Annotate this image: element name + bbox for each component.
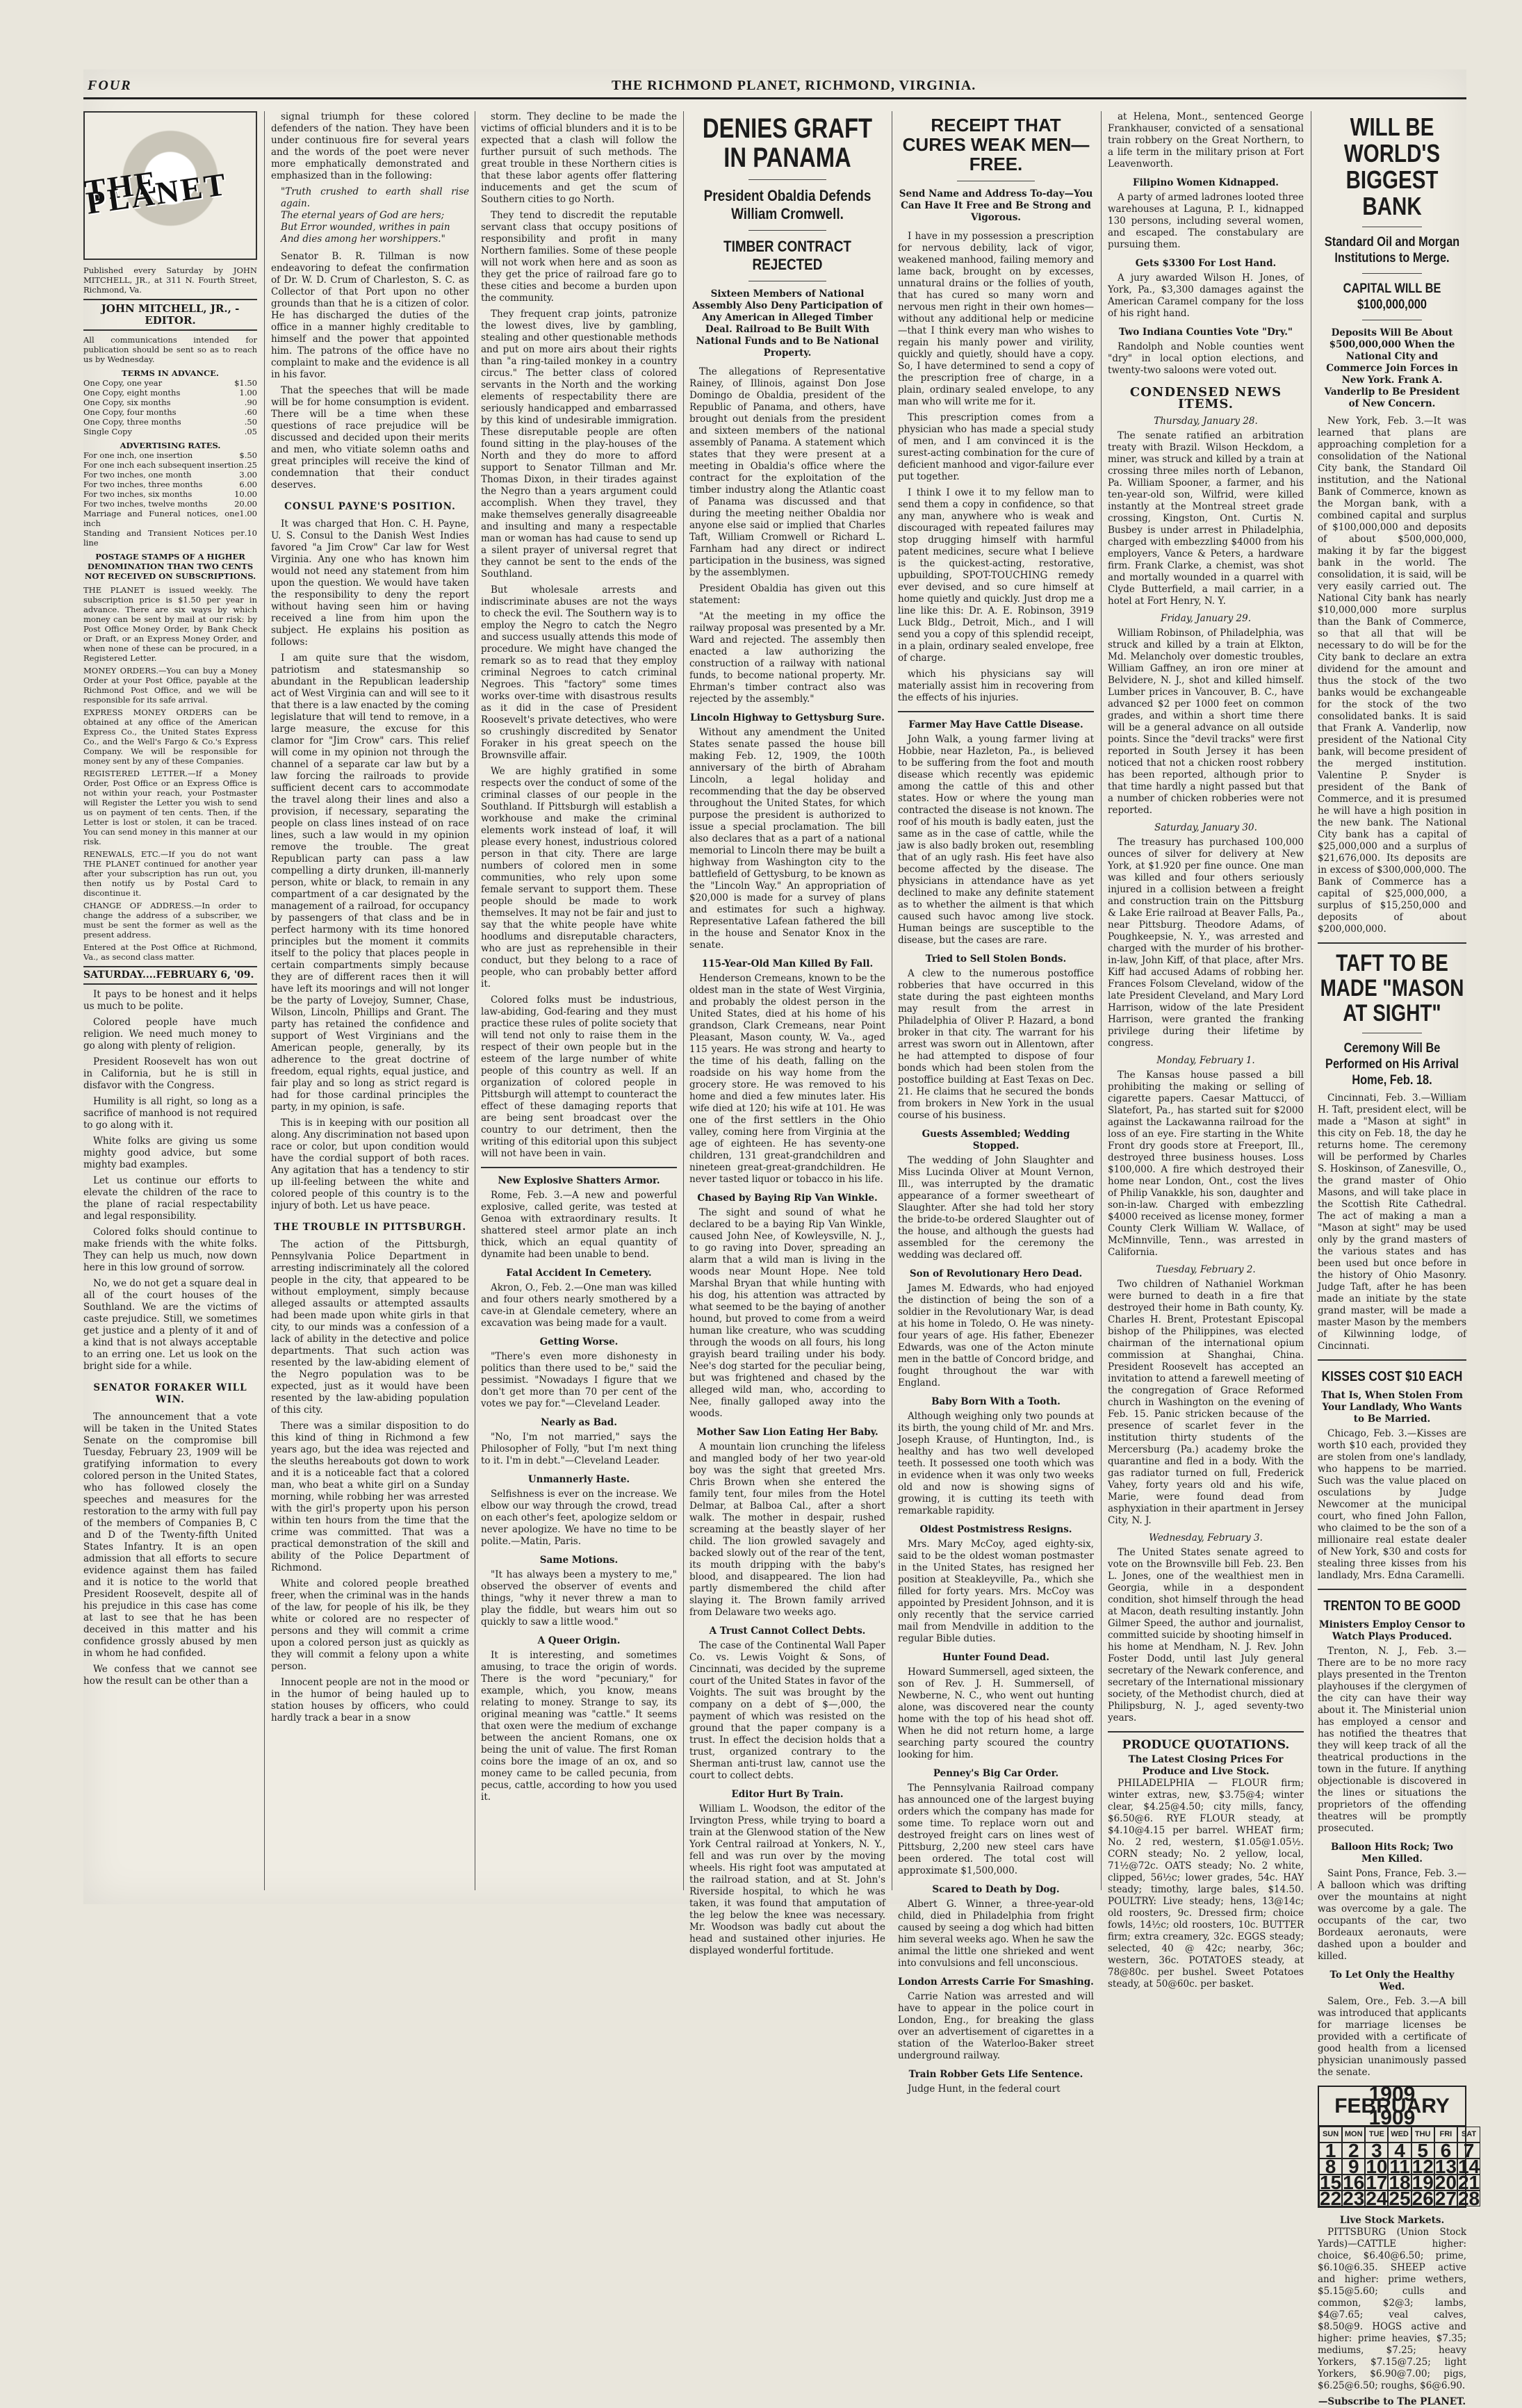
rate-row [83,398,257,407]
rate-price: .50 [244,417,257,427]
rate-label: One Copy, eight months [83,388,181,398]
rate-label: One Copy, one year [83,378,163,388]
rate-price: .05 [244,427,257,436]
pittsburgh-article [271,1239,469,1724]
paragraph: It pays to be honest and it helps us much to be polite. [83,989,257,1012]
paragraph: This is in keeping with our position all along. Any discrimination not based upon race or color, but upon condition would have the cordial support of both races. Any agitation that has a tendency to stir up ill-feeling between the white and colored people of this country is to the injury of both. Let us have peace. [271,1117,469,1211]
item-text: The wedding of John Slaughter and Miss Lucinda Oliver at Mount Vernon, Ill., was interrupted by the dramatic appearance of a former sweetheart of Slaughter. After she had told her story the bride-to-be ordered Slaughter out of the house, and although the guests had assembled for the ceremony the wedding was declared off. [898,1155,1094,1261]
rate-label: For two inches, three months [83,480,203,489]
column-5 [898,111,1094,2095]
paragraph: They frequent crap joints, patronize the lowest dives, live by gambling, stealing and other questionable methods and put on more airs about their rights than "a ring-tailed monkey in a country circus." The better class of colored servants in the North and the working elements of respectability there are seriously handicapped and embarrassed by this kind of undesirable immigration. These disreputable people are often found sitting in the play-houses of the North and they do more to afford support to Senator Tillman and Mr. Thomas Dixon, in their tirades against the Negro than a years argument could accomplish. When they travel, they make themselves generally disagreeable and insulting and many a respectable man or woman has had cause to send up a silent prayer of universal regret that they cannot be sent to the ends of the Southland. [481,309,677,580]
paragraph: There was a similar disposition to do this kind of thing in Richmond a few years ago, but the idea was rejected and the sleuths hereabouts got down to work and it is a noticeable fact that a colored man, who beat a white girl on a Sunday morning, while robbing her was arrested with the girl's property upon his person within ten hours from the time that the crime was committed. That was a practical demonstration of the skill and ability of the Police Department of Richmond. [271,1420,469,1573]
rate-price: 10.00 [234,489,257,499]
communications-note: All communications intended for publication should be sent so as to reach us by Wednesday. [83,335,257,364]
foraker-continued [271,111,469,182]
taft-headline: TAFT TO BE MADE "MASON AT SIGHT" [1320,950,1464,1026]
poem-line: But Error wounded, writhes in pain [281,222,450,233]
entered-note: Entered at the Post Office at Richmond, Va., as second class matter. [83,942,257,962]
rate-row [83,388,257,398]
rate-price: .25 [244,460,257,470]
advertising-table [83,450,257,548]
item-text: William L. Woodson, the editor of the Irvington Press, while trying to board a train at the Glenwood station of the New York Central railroad at Yonkers, N. Y., fell and was run over by the moving wheels. His right foot was amputated at the railroad station, and at St. John's Riverside hospital, to which he was taken, it was found that amputation of the leg below the knee was necessary. Mr. Woodson was badly cut about the head and sustained other injuries. He displayed wonderful fortitude. [689,1803,885,1956]
paragraph: Innocent people are not in the mood or in the humor of being hauled up to station houses by officers, who could hardly track a bear in a snow [271,1677,469,1723]
receipt-article [898,231,1094,704]
calendar-day-name: MON [1342,2127,1365,2143]
calendar [1318,2083,1480,2209]
day-heading: Saturday, January 30. [1154,822,1257,833]
paragraph: Let us continue our efforts to elevate the children of the race to the plane of racial respectability and legal responsibility. [83,1175,257,1222]
divider [1318,1359,1466,1361]
item-text: Albert G. Winner, a three-year-old child, died in Philadelphia from fright caused by seeing a dog which had bitten him several weeks ago. When he saw the animal the little one shrieked and went into convulsions and fell unconscious. [898,1899,1094,1969]
column-rule [683,111,684,1890]
paragraph: Colored people have much religion. We need much money to go along with plenty of religion. [83,1017,257,1051]
rate-price: 6.00 [239,480,257,489]
item-text: A party of armed ladrones looted three warehouses at Laguna, P. I., kidnapped 130 persons, including several women, and escaped. The constabulary are pursuing them. [1108,192,1304,250]
calendar-date: 13 [1434,2156,1457,2177]
divider [748,179,827,180]
item-text: A mountain lion crunching the lifeless and mangled body of her two year-old boy was the sight that greeted Mrs. Chris Brown when she entered the family tent, four miles from the Hotel Delmar, at Balboa Cal., after a short walk. The mother in despair, rushed screaming at the beastly slayer of her child. The lion growled savagely and backed slowly out of the rear of the tent, its mouth dripping with the baby's blood, and disappeared. The lion had partly dismembered the child after slaying it. The Brown family arrived from Delaware two weeks ago. [689,1441,885,1618]
change-address-note: CHANGE OF ADDRESS.—In order to change the address of a subscriber, we must be sent the former as well as the present address. [83,901,257,940]
poem-line: And dies among her worshippers." [281,234,445,245]
item-title: 115-Year-Old Man Killed By Fall. [701,958,874,969]
item-title: Balloon Hits Rock; Two Men Killed. [1330,1842,1454,1865]
calendar-day-name: SUN [1319,2127,1342,2143]
column-rule [1101,111,1102,1890]
item-text: It is interesting, and sometimes amusing, to trace the origin of words. There is the word "pecuniary," for example, which, you know, means relating to money. Strange to say, its original meaning was "cattle." It seems that oxen were the medium of exchange between the ancient Romans, one ox being the unit of value. The first Roman coins bore the image of an ox, and so money came to be called pecunia, from pecus, cattle, according to how you used it. [481,1650,677,1803]
rate-row [83,407,257,417]
pittsburgh-continued [481,111,677,1160]
column-7 [1318,111,1480,2407]
calendar-date: 6 [1434,2143,1457,2159]
renewals-note: RENEWALS, ETC.—If you do not want THE PLANET continued for another year after your subscription has run out, you then notify us by Postal Card to discontinue it. [83,849,257,898]
panama-article [689,366,885,705]
rate-price: .90 [244,398,257,407]
item-text: Howard Summersell, aged sixteen, the son of Rev. J. H. Summersell, of Newberne, N. C., who went out hunting alone, was discovered near the county home with the top of his head shot off. When he did not return home, a large searching party scoured the country looking for him. [898,1666,1094,1760]
kisses-deck: That Is, When Stolen From Your Landlady, Who Wants to Be Married. [1321,1390,1463,1425]
day-items: The United States senate agreed to vote on the Brownsville bill Feb. 23. Ben L. Jones, one of the wealthiest men in Georgia, while in a despondent condition, shot himself through the head at Macon, death resulting instantly. John Gilmer Speed, the author and journalist, committed suicide by shooting himself in his home at Mendham, N. J. Rev. John Foster Dodd, until last July general secretary of the Newark conference, and secretary of the International missionary society, of the Methodist church, died at Philipsburg, N. J., aged seventy-two years. [1108,1547,1304,1723]
calendar-date: 1 [1319,2143,1342,2159]
column-2 [271,111,469,1890]
rate-label: For one inch, one insertion [83,450,193,460]
paragraph: This prescription comes from a physician who has made a special study of men, and I am convinced it is the surest-acting combination for the cure of deficient manhood and vigor-failure ever put together. [898,412,1094,482]
calendar-grid [1319,2127,1480,2209]
rate-price: 1.00 [239,388,257,398]
paragraph: signal triumph for these colored defenders of the nation. They have been under continuous fire for several years and the words of the poet were never more emphatically demonstrated and emphasized than in the following: [271,111,469,181]
rate-price: .60 [244,407,257,417]
rate-price: 3.00 [239,470,257,480]
editorial-paragraphs [83,989,257,1373]
paragraph: White folks are giving us some mighty good advice, but some mighty bad examples. [83,1136,257,1170]
calendar-date: 2 [1342,2143,1365,2159]
item-text: "It has always been a mystery to me," observed the observer of events and things, "why it never threw a man to play the fiddle, but wears him out so quickly to saw a little wood." [481,1569,677,1628]
rate-label: For two inches, six months [83,489,193,499]
calendar-day-name: SAT [1457,2127,1480,2143]
lead-paragraph: at Helena, Mont., sentenced George Frankhauser, convicted of a sensational train robbery on the Great Northern, to a life term in the military prison at Fort Leavenworth. [1108,111,1304,170]
terms-title: TERMS IN ADVANCE. [122,368,219,378]
column-4 [689,111,885,1956]
column-1 [83,111,257,1890]
trenton-deck: Ministers Employ Censor to Watch Plays Produced. [1318,1619,1466,1642]
rate-price: 1.00 [239,509,257,518]
item-text: Without any amendment the United States senate passed the house bill making Feb. 12, 1909, the 100th anniversary of the birth of Abraham Lincoln, a legal holiday and recommending that the day be observed throughout the United States, for which purpose the president is authorized to issue a special proclamation. The bill also declares that as a part of a national memorial to Lincoln there may be built a highway from Washington city to the battlefield of Gettysburg, to be known as the "Lincoln Way." An appropriation of $20,000 is made for a survey of plans and estimates for such a highway. Representative Lafean fathered the bill in the house and Senator Knox in the senate. [689,727,885,951]
divider [748,230,827,231]
short-items [481,1175,677,1803]
day-items: The senate ratified an arbitration treaty with Brazil. Wilson Heckdom, a miner, was struck and killed by a train at crossing three miles north of Lebanon, Pa. William Spooner, a farmer, and his ten-year-old son, Wilfrid, were killed instantly at the Montreal street grade crossing, Kingston, Ont. Curtis N. Busbey is under arrest in Philadelphia, charged with embezzling $4000 from his employers, Vance & Peters, a hardware firm. Frank Clarke, a chemist, was shot and mortally wounded in a quarrel with Clyde Butterfield, a mail carrier, in a hotel at Fort Henry, N. Y. [1108,430,1304,607]
calendar-date: 24 [1366,2188,1388,2209]
paper-title: THE RICHMOND PLANET, RICHMOND, VIRGINIA. [612,78,976,93]
rate-label: For two inches, one month [83,470,192,480]
paragraph: That the speeches that will be made will be for home consumption is evident. There will be a time when these questions of race prejudice will be discussed and decided upon their merits and men, who vitiate solemn oaths and great principles will receive the kind of condemnation that their conduct deserves. [271,385,469,491]
paragraph: We are highly gratified in some respects over the conduct of some of the criminal classes of our people in the Southland. If Pittsburgh will establish a workhouse and make the criminal elements work instead of loaf, it will please every honest, industrious colored person in that city. There are large numbers of colored men in some communities, who rely upon some female servant to support them. These people should be made to work themselves. It may not be fair and just to say that the white people have white hoodlums and disreputable characters, who are just as reprehensible in their conduct, but they belong to a race of people, who can probably better afford it. [481,766,677,990]
item-text: Akron, O., Feb. 2.—One man was killed and four others nearly smothered by a cave-in at Glendale cemetery, where an excavation was being made for a vault. [481,1282,677,1329]
foraker-title: SENATOR FORAKER WILL WIN. [93,1382,247,1405]
express-note: EXPRESS MONEY ORDERS can be obtained at any office of the American Express Co., the United States Express Co., and the Well's Fargo & Co.'s Express Company. We will be responsible for money sent by any of these Companies. [83,707,257,766]
bank-deck: Standard Oil and Morgan Institutions to Merge. [1324,235,1460,265]
item-title: A Trust Cannot Collect Debts. [709,1625,866,1637]
day-items: William Robinson, of Philadelphia, was struck and killed by a train at Elkton, Md. Melancholy over domestic troubles, William Gaffney, an iron ore miner at Belvidere, N. J., shot and killed himself. Lumber prices in Vancouver, B. C., have advanced $2 per 1000 feet on common grades, and within a short time there will be a general advance on all outside points. Since the "devil tracks" were first reported in South Jersey it has been noticed that not a chicken roost robbery has been reported, although prior to that time hardly a night passed but that a number of chicken robberies were not reported. [1108,628,1304,816]
divider [1108,1731,1304,1733]
rate-row [83,480,257,489]
item-title: Train Robber Gets Life Sentence. [908,2069,1083,2080]
calendar-date: 15 [1320,2172,1342,2193]
page-number: FOUR [88,78,132,93]
adv-title: ADVERTISING RATES. [120,441,221,450]
rate-row [83,450,257,460]
newspaper-page [82,69,1480,2407]
item-title: To Let Only the Healthy Wed. [1329,1969,1455,1992]
divider [898,711,1094,712]
calendar-date: 22 [1320,2188,1342,2209]
paragraph: The announcement that a vote will be taken in the United States Senate on the compromise bill Tuesday, February 23, 1909 will be gratifying information to every colored person in the United States, who has followed closely the speeches and measures for the restoration to the army with full pay of the members of Companies B, C and D of the Twenty-fifth United States Infantry. It is an open admission that all efforts to secure evidence against them has failed and it is notice to the world that President Roosevelt, despite all of his prejudice in this case has come at last to see that he has been deceived in this matter and his confidence grossly abused by men in whom he had confided. [83,1411,257,1659]
day-items: Two children of Nathaniel Workman were burned to death in a fire that destroyed their home in Bath county, Ky. Charles H. Brent, Protestant Episcopal bishop of the Philippines, was elected chairman of the international opium commission at Shanghai, China. President Roosevelt has accepted an invitation to attend a farewell meeting of the congregation of Grace Reformed church in Washington on the evening of Feb. 15. Panic stricken because of the presence of scarlet fever in the institution thirty students of the Mercersburg (Pa.) academy broke the quarantine and fled in a body. With the gas radiator turned on full, Frederick Vahey, forty years old and his wife, Marie, were found dead from asphyxiation in their apartment in Jersey City, N. J. [1108,1279,1304,1526]
paragraph: It was charged that Hon. C. H. Payne, U. S. Consul to the Danish West Indies favored "a Jim Crow" Car law for West Virginia. Any one who has known him would not need any statement from him upon the question. We would have taken the responsibility to deny the report without having seen him or having received a line from him upon the subject. He explains his position as follows: [271,518,469,648]
item-title: Hunter Found Dead. [942,1652,1049,1663]
condensed-news [1108,416,1304,1724]
item-title: Fatal Accident In Cemetery. [506,1268,652,1279]
rate-row [83,417,257,427]
taft-deck: Ceremony Will Be Performed on His Arrival Home, Feb. 18. [1325,1041,1459,1088]
paragraph: White and colored people breathed freer, when the criminal was in the hands of the law, for people of his ilk, be they white or colored are no respecter of persons and they will commit a crime upon a colored person just as quickly as they will commit a felony upon a white person. [271,1578,469,1672]
poem-line: "Truth crushed to earth shall rise again. [281,186,469,209]
short-items [689,712,885,1957]
item-text: Judge Hunt, in the federal court [908,2083,1061,2095]
item-text: A jury awarded Wilson H. Jones, of York, Pa., $3,300 damages against the American Caramel company for the loss of his right hand. [1108,272,1304,319]
consul-title: CONSUL PAYNE'S POSITION. [284,501,456,512]
subscribe-note: —Subscribe to The PLANET. [1318,2396,1466,2407]
rate-label: Single Copy [83,427,133,436]
registered-note: REGISTERED LETTER.—If a Money Order, Post Office or an Express Office is not within your reach, your Postmaster will Register the Letter you wish to send us on payment of ten cents. Then, if the Letter is lost or stolen, it can be traced. You can send money in this manner at our risk. [83,769,257,846]
item-text: Carrie Nation was arrested and will have to appear in the police court in London, Eng., for breaking the glass over an advertisement of cigarettes in a station of the Waterloo-Baker street underground railway. [898,1991,1094,2061]
item-title: Mother Saw Lion Eating Her Baby. [696,1427,878,1438]
item-title: Farmer May Have Cattle Disease. [908,719,1083,730]
postage-note: POSTAGE STAMPS OF A HIGHER DENOMINATION THAN TWO CENTS NOT RECEIVED ON SUBSCRIPTIONS. [84,552,256,581]
calendar-date: 25 [1389,2188,1411,2209]
paragraph: I am quite sure that the wisdom, patriotism and statesmanship so abundant in the Republican leadership act of West Virginia can and will see to it that there is a law enacted by the coming legislature that will tend to remove, in a large measure, the excuse for this clamor for "Jim Crow" cars. This relief will come in my opinion not through the channel of a separate car law but by a law forcing the railroads to provide sufficient decent cars to accommodate the travel along their lines and also a provision, if necessary, separating the people on class lines instead of on race lines, such a law would in my opinion remove the trouble. The great Republican party can pass a law compelling a dirty drunken, ill-mannerly person, white or black, to remain in any compartment of a car designated by the management of a railroad, for occupancy by passengers of that class and be in perfect harmony with its time honored principles but the moment it commits itself to the policy that places people in certain compartments simply because they are of different races then it will have left its moorings and will not longer be the party of Lovejoy, Sumner, Chase, Wilson, Lincoln, Phillips and Grant. The party has retained the confidence and support of West Virginians and the American people, generally, by its adherence to the great doctrine of freedom, equal rights, equal justice, and fair play and so long as strict regard is had for those cardinal principles the party, in my opinion, is safe. [271,653,469,1113]
calendar-date: 11 [1389,2156,1410,2177]
panama-deck: President Obaldia Defends William Cromwell. [703,187,872,222]
livestock-title: Live Stock Markets. [1339,2215,1445,2226]
item-title: London Arrests Carrie For Smashing. [898,1976,1094,1988]
divider [1362,273,1422,274]
item-text: The case of the Continental Wall Paper Co. vs. Lewis Voight & Sons, of Cincinnati, was decided by the supreme court of the United States in favor of the Voights. The suit was brought by the company on a debt of $—,000, the payment of which was resisted on the ground that the paper company is a trust. In effect the decision holds that a trust, organized contrary to the Sherman anti-trust law, cannot use the court to collect debts. [689,1640,885,1781]
column-6 [1108,111,1304,1990]
rate-row [83,427,257,436]
calendar-day-name: THU [1411,2127,1434,2143]
item-title: Same Motions. [539,1555,619,1566]
paragraph: President Obaldia has given out this statement: [689,583,885,606]
issued-note: THE PLANET is issued weekly. The subscription price is $1.50 per year in advance. There are six ways by which money can be sent by mail at our risk: by Post Office Money Order, by Bank Check or Draft, or an Express Money Order, and when none of these can be procured, in a Registered Letter. [83,585,257,663]
divider [1318,942,1466,944]
item-text: "No, I'm not married," says the Philosopher of Folly, "but I'm next thing to it. I'm in debt."—Cleveland Leader. [481,1432,677,1466]
paragraph: President Roosevelt has won out in California, but he is still in disfavor with the Congress. [83,1056,257,1091]
calendar-date: 12 [1411,2156,1434,2177]
item-title: A Queer Origin. [537,1635,621,1646]
panama-deck-2: TIMBER CONTRACT REJECTED [723,238,851,273]
item-text: James M. Edwards, who had enjoyed the distinction of being the son of a soldier in the Revolutionary War, is dead at his home in Toledo, O. He was ninety-four years of age. His father, Ebenezer Edwards, was one of the Acton minute men in the battle of Concord bridge, and fought throughout the war with England. [898,1283,1094,1389]
money-orders-note: MONEY ORDERS.—You can buy a Money Order at your Post Office, payable at the Richmond Post Office, and we will be responsible for its safe arrival. [83,666,257,705]
calendar-date: 5 [1411,2143,1434,2159]
calendar-date: 9 [1342,2159,1365,2174]
produce-text: PHILADELPHIA — FLOUR firm; winter extras, new, $3.75@4; winter clear, $4.25@4.50; city mills, fancy, $6.50@6. RYE FLOUR steady, at $4.10@4.15 per barrel. WHEAT firm; No. 2 red, western, $1.05@1.05½. CORN steady; No. 2 yellow, local, 71½@72c. OATS steady; No. 2 white, clipped, 56½c; lower grades, 54c. HAY steady; timothy, large bales, $14.50. POULTRY: Live steady; hens, 13@14c; old roosters, 9c. Dressed firm; choice fowls, 14½c; old roosters, 10c. BUTTER firm; extra creamery, 32c. EGGS steady; selected, 40 @ 42c; nearby, 36c; western, 36c. POTATOES steady, at 78@80c. per bushel. Sweet Potatoes steady, at 50@60c. per basket. [1108,1778,1304,1990]
poem [281,186,469,245]
rate-label: One Copy, four months [83,407,177,417]
paragraph: I think I owe it to my fellow man to send them a copy in confidence, so that any man, anywhere who is weak and discouraged with repeated failures may stop drugging himself with harmful patent medicines, secure what I believe is the quickest-acting, restorative, upbuilding, SPOT-TOUCHING remedy ever devised, and so cure himself at home quietly and quickly. Just drop me a line like this: Dr. A. E. Robinson, 3919 Luck Bldg., Detroit, Mich., and I will send you a copy of this splendid receipt, in a plain, ordinary sealed envelope, free of charge. [898,487,1094,664]
short-items [1318,1842,1466,2079]
item-title: Guests Assembled; Wedding Stopped. [922,1129,1070,1152]
dateline: SATURDAY....FEBRUARY 6, '09. [83,966,257,985]
produce-title: PRODUCE QUOTATIONS. [1122,1738,1290,1752]
kisses-text: Chicago, Feb. 3.—Kisses are worth $10 each, provided they are stolen from one's landlady, who happens to be married. Such was the value placed on osculations by Judge Newcomer at the municipal court, who fined John Fallon, who claimed to be the son of a millionaire real estate dealer of New York, $30 and costs for stealing three kisses from his landlady, Mrs. Edna Caramelli. [1318,1428,1466,1581]
rate-price: $.50 [239,450,257,460]
rate-row [83,499,257,509]
item-title: Gets $3300 For Lost Hand. [1135,258,1277,269]
paragraph: I have in my possession a prescription for nervous debility, lack of vigor, weakened manhood, failing memory and lame back, brought on by excesses, unnatural drains or the follies of youth, that has cured so many worn and nervous men right in their own homes—without any additional help or medicine—that I think every man who wishes to regain his manly power and virility, quickly and quietly, should have a copy. So, I have determined to send a copy of the prescription free of charge, in a plain, ordinary sealed envelope, to any man who will write me for it. [898,231,1094,407]
item-text: Although weighing only two pounds at its birth, the young child of Mr. and Mrs. Joseph Krause, of Huntington, Ind., is healthy and has two well developed teeth. It possessed one tooth which was in evidence when it was only two weeks old and now is showing signs of growing, it is cutting its teeth with remarkable rapidity. [898,1411,1094,1516]
calendar-date: 4 [1388,2143,1411,2159]
calendar-date: 18 [1389,2172,1411,2193]
item-text: Selfishness is ever on the increase. We elbow our way through the crowd, tread on each other's feet, apologize seldom or never apologize. We have no time to be polite.—Matin, Paris. [481,1489,677,1547]
calendar-title: 1909 FEBRUARY 1909 [1319,2087,1465,2127]
calendar-date: 3 [1365,2143,1388,2159]
poem-line: The eternal years of God are hers; [281,210,445,221]
rate-label: One Copy, three months [83,417,181,427]
day-heading: Tuesday, February 2. [1156,1264,1256,1275]
day-heading: Friday, January 29. [1161,613,1251,624]
paragraph: storm. They decline to be made the victims of official blunders and it is to be expected that a clash will follow the further pursuit of such methods. The great trouble in these Northern cities is that these labor agents offer flattering inducements and get the scum of Southern cities to go North. [481,111,677,205]
rate-row [83,470,257,480]
terms-table [83,378,257,436]
publication-info: Published every Saturday by JOHN MITCHELL, JR., at 311 N. Fourth Street, Richmond, Va. [83,265,257,295]
short-items [1108,177,1304,377]
panama-summary: Sixteen Members of National Assembly Also Deny Participation of Any American in Alleged Timber Deal. Railroad to Be Built With National Funds and to Be National Property. [692,288,883,359]
kisses-headline: KISSES COST $10 EACH [1321,1369,1463,1384]
item-text: Mrs. Mary McCoy, aged eighty-six, said to be the oldest woman postmaster in the United States, has resigned her position at Steakleyville, Pa., which she filled for forty years. Mrs. McCoy was appointed by President Johnson, and it is only recently that the service carried mail from Mendville in addition to the regular Bible duties. [898,1539,1094,1644]
calendar-day-name: TUE [1365,2127,1388,2143]
calendar-date: 20 [1434,2172,1457,2193]
item-title: Filipino Women Kidnapped. [1133,177,1279,188]
logo-text: THE PLANET [82,163,230,221]
calendar-date: 19 [1411,2172,1434,2193]
paragraph: "At the meeting in my office the railway proposal was presented by a Mr. Ward and rejected. The assembly then enacted a law authorizing the construction of a railway with national funds, to become national property. Mr. Ehrman's timber contract also was rejected by the assembly." [689,611,885,705]
item-text: "There's even more dishonesty in politics than there used to be," said the pessimist. "Nowadays I figure that we don't get more than 70 per cent of the votes we pay for."—Cleveland Leader. [481,1351,677,1409]
item-text: Henderson Cremeans, known to be the oldest man in the state of West Virginia, and probably the oldest person in the United States, died at his home of his grandson, Clark Cremeans, near Point Pleasant, Mason county, W. Va., aged 115 years. He was strong and hearty to the time of his death, falling on the roadside on his way home from the grocery store. He was removed to his home and died a few minutes later. His wife died at 120; his wife at 101. He was one of the first settlers in the Ohio valley, coming here from Virginia at the age of eighteen. He has seventy-one children, 131 great-grandchildren and nineteen great-great-grandchildren. He never tasted liquor or tobacco in his life. [689,973,885,1185]
rate-row [83,489,257,499]
calendar-date: 8 [1319,2159,1342,2174]
calendar-date: 23 [1343,2188,1365,2209]
item-title: Son of Revolutionary Hero Dead. [909,1268,1083,1279]
item-text: Salem, Ore., Feb. 3.—A bill was introduced that applicants for marriage licenses be provided with a certificate of good health from a licensed physician unanimously passed the senate. [1318,1996,1466,2078]
receipt-headline: RECEIPT THAT CURES WEAK MEN—FREE. [902,115,1090,174]
item-title: Nearly as Bad. [541,1417,617,1428]
item-title: Getting Worse. [539,1336,619,1348]
rate-price: 20.00 [234,499,257,509]
tillman-article [271,251,469,491]
item-title: Scared to Death by Dog. [932,1884,1060,1895]
trenton-text: Trenton, N. J., Feb. 3.—There are to be no more racy plays presented in the Trenton playhouses if the clergymen of the city can have their way about it. The Ministerial union has employed a censor and has notified the theatres that they will keep track of all the theatrical productions in the town in the future. If anything objectionable is discovered in the lines or situations the proprietors of the offending theatres will be promptly prosecuted. [1318,1646,1466,1834]
item-title: Lincoln Highway to Gettysburg Sure. [690,712,885,723]
item-title: Editor Hurt By Train. [731,1789,844,1800]
day-items: The treasury has purchased 100,000 ounces of silver for delivery at New York, at $1.920 per fine ounce. One man was killed and four others seriously injured in a collision between a freight and construction train on the Pittsburg & Lake Erie railroad at Beaver Falls, Pa., near Pittsburg. Theodore Adams, of Poughkeepsie, N. Y., was arrested and charged with the murder of his brother-in-law, John Kiff, of that place, after Mrs. Kiff had accused Adams of robbing her. Frances Folsom Cleveland, widow of the late President Cleveland, and Mary Lord Harrison, widow of the late President Harrison, were granted the franking privilege during their lifetime by congress. [1108,837,1304,1049]
item-title: Chased by Baying Rip Van Winkle. [697,1193,878,1204]
calendar-date: 26 [1411,2188,1434,2209]
calendar-date: 16 [1343,2172,1365,2193]
paragraph: No, we do not get a square deal in all of the court houses of the Southland. We are the victims of caste prejudice. Still, we sometimes get justice and a plenty of it and of a kind that is not always acceptable to an erring one. Let us look on the bright side for a while. [83,1278,257,1372]
day-heading: Wednesday, February 3. [1149,1532,1263,1543]
editor-line: JOHN MITCHELL, JR., - EDITOR. [83,299,257,331]
paragraph: Colored folks must be industrious, law-abiding, God-fearing and they must practice these rules of polite society that will tend not only to raise them in the respect of their own people but in the esteem of the large number of white people of this country as well. If an organization of colored people in Pittsburgh will attempt to counteract the effect of these damaging reports that are being sent broadcast over the country to our detriment, then the writing of this editorial upon this subject will not have been in vain. [481,994,677,1159]
short-items [898,719,1094,2095]
foraker-article [83,1411,257,1687]
livestock-text: PITTSBURG (Union Stock Yards)—CATTLE higher: choice, $6.40@6.50; prime, $6.10@6.35. SHEEP active and higher: prime wethers, $5.15@5.60; culls and common, $2@3; lambs, $4@7.65; veal calves, $8.50@9. HOGS active and higher: prime heavies, $7.35; mediums, $7.25; heavy Yorkers, $7.15@7.25; light Yorkers, $6.90@7.00; pigs, $6.25@6.50; roughs, $6@6.90. [1318,2227,1466,2391]
calendar-date: 21 [1457,2172,1480,2193]
item-text: A clew to the numerous postoffice robberies that have occurred in this state during the past eighteen months may result from the arrest in Philadelphia of Oliver P. Hazard, a bond broker in that city. The warrant for his arrest was sworn out in Allentown, after he had attempted to dispose of four bonds which had been stolen from the postoffice building at East Texas on Dec. 21. He claims that he secured the bonds from brokers in New York in the usual course of his business. [898,968,1094,1121]
masthead-logo [83,111,257,260]
receipt-subdeck: Send Name and Address To-day—You Can Have It Free and Be Strong and Vigorous. [899,188,1093,223]
rate-row [83,378,257,388]
item-title: Penney's Big Car Order. [933,1768,1059,1779]
day-heading: Thursday, January 28. [1154,416,1258,427]
rate-label: One Copy, six months [83,398,171,407]
calendar-date: 14 [1457,2156,1480,2177]
paragraph: They tend to discredit the reputable servant class that occupy positions of responsibility and profit in many Northern families. Some of these people will not work when here and as soon as they get the price of railroad fare go to these cities and become a burden upon the community. [481,210,677,304]
item-text: The sight and sound of what he declared to be a baying Rip Van Winkle, caused John Nee, of Kowleysville, N. J., to go raving into Dover, spreading an alarm that a wild man is living in the woods near Mount Hope. Nee told Marshal Bryan that while hunting with his dog, his attention was attracted by what seemed to be the baying of another hound, but proved to come from a weird human like creature, who was scudding through the woods on all fours, his long grayish beard trailing under his body. Nee's dog started for the peculiar being, but was frightened and chased by the alleged wild man, who, according to Nee, finally galloped away into the woods. [689,1207,885,1419]
calendar-date: 7 [1457,2143,1480,2159]
bank-summary: Deposits Will Be About $500,000,000 When the National City and Commerce Join Forces in New York. Frank A. Vanderlip to Be President of New Concern. [1324,327,1460,409]
rate-row [83,509,257,528]
rate-label: Marriage and Funeral notices, one inch [83,509,240,528]
calendar-date: 28 [1457,2188,1480,2209]
running-head [83,76,1466,99]
condensed-title: CONDENSED NEWS ITEMS. [1129,385,1282,411]
item-text: John Walk, a young farmer living at Hobbie, near Hazleton, Pa., is believed to be suffering from the foot and mouth disease which recently was epidemic among the cattle of this and other states. How or where the young man contracted the disease is not known. The roof of his mouth is badly eaten, just the same as in the case of cattle, while the jaw is also badly broken out, resembling that of an ugly rash. His feet have also become affected by the disease. The physicians in attendance have as yet declined to make any definite statement as to whether the ailment is that which caused such havoc among live stock. Human beings are susceptible to the disease, but the cases are rare. [898,734,1094,946]
calendar-day-name: FRI [1434,2127,1457,2143]
divider [481,1167,677,1168]
item-text: The Pennsylvania Railroad company has announced one of the largest buying orders which the company has made for some time. To replace worn out and destroyed freight cars on lines west of Pittsburg, 2,200 new steel cars have been ordered. The total cost will approximate $1,500,000. [898,1783,1094,1876]
divider [1318,1589,1466,1590]
rate-price: $1.50 [234,378,257,388]
item-title: Unmannerly Haste. [527,1474,630,1485]
paragraph: Senator B. R. Tillman is now endeavoring to defeat the confirmation of Dr. W. D. Crum of Charleston, S. C. as Collector of that Port upon no other grounds than that he is a citizen of color. He has discharged the duties of the office in a manner highly creditable to himself and the power that appointed him. The patrons of the office have no complaint to make and the evidence is all in his favor. [271,251,469,380]
item-text: Randolph and Noble counties went "dry" in local option elections, and twenty-two saloons were voted out. [1108,341,1304,376]
bank-text: New York, Feb. 3.—It was learned that plans are approaching completion for a consolidation of the National City bank, the Standard Oil institution, and the National Bank of Commerce, known as the Morgan bank, with a combined capital and surplus of $100,000,000 and deposits of about $500,000,000, making it by far the biggest bank in the world. The consolidation, it is said, will be very easily carried out. The National City bank has nearly $10,000,000 more surplus than the Bank of Commerce, so that all that will be necessary to do will be for the City bank to declare an extra dividend for the amount and thus the stock of the two banks would be exchangeable for the stock of the two consolidated banks. It is said that Frank A. Vanderlip, now president of the National City bank, will become president of the merged institution. Valentine P. Snyder is president of the Bank of Commerce, and it is presumed he will have a high position in the new bank. The National City bank has a capital of $25,000,000 and a surplus of $21,676,000. Its deposits are in excess of $300,000,000. The Bank of Commerce has a capital of $25,000,000, a surplus of $15,250,000 and deposits of about $200,000,000. [1318,416,1466,935]
item-title: Baby Born With a Tooth. [931,1396,1061,1407]
pittsburgh-title: THE TROUBLE IN PITTSBURGH. [273,1222,467,1233]
column-3 [481,111,677,1890]
calendar-date: 17 [1366,2172,1388,2193]
rate-price: .10 [244,528,257,538]
taft-text: Cincinnati, Feb. 3.—William H. Taft, president elect, will be made a "Mason at sight" in this city on Feb. 18, the day he returns home. The ceremony will be performed by Charles S. Hoskinson, of Zanesville, O., the grand master of Ohio Masons, and will take place in the Scottish Rite Cathedral. The act of making a man a "Mason at sight" may be used only by the grand masters of the various states and has been used but once before in the history of Ohio Masonry. Judge Taft, after he has been made an initiate by the state grand master, will be made a master Mason by the members of Kilwinning lodge, of Cincinnati. [1318,1092,1466,1352]
day-items: The Kansas house passed a bill prohibiting the making or selling of cigarette papers. Caesar Mattucci, of Slatefort, Pa., has started suit for $2000 against the Lackawanna railroad for the loss of an eye. Fire starting in the White Front dry goods store at Freeport, Ill., destroyed three business houses. Loss $100,000. A fire which destroyed their home near London, Ont., cost the lives of Philip Vanakkle, his son, daughter and son-in-law. Charged with embezzling $4000 received as license money, former County Clerk William W. Wallace, of McMinnville, Tenn., was arrested in California. [1108,1070,1304,1258]
paragraph: We confess that we cannot see how the result can be other than a [83,1664,257,1687]
consul-article [271,518,469,1212]
column-rule [264,111,265,1890]
rate-row [83,460,257,470]
panama-headline: DENIES GRAFT IN PANAMA [702,113,873,173]
paragraph: which his physicians say will materially assist him in recovering from the effects of his injuries. [898,669,1094,703]
paragraph: Humility is all right, so long as a sacrifice of manhood is not required to go along with it. [83,1096,257,1131]
item-title: New Explosive Shatters Armor. [498,1175,660,1186]
calendar-date: 10 [1366,2156,1388,2177]
paragraph: The action of the Pittsburgh, Pennsylvania Police Department in arresting indiscriminately all the colored people in the city, that appeared to be without employment, simply because alleged assaults or attempted assaults had been made upon white girls in that city, to our minds was a confession of a lack of ability in the detective and police departments. That such action was resented by the law-abiding element of the Negro population was to be expected, just as it would have been resented by the law-abiding population of this city. [271,1239,469,1416]
bank-deck-2: CAPITAL WILL BE $100,000,000 [1343,281,1441,312]
bank-headline: WILL BE WORLD'S BIGGEST BANK [1343,113,1441,220]
rate-label: Standing and Transient Notices per line [83,528,245,548]
item-title: Tried to Sell Stolen Bonds. [925,953,1067,965]
item-text: Rome, Feb. 3.—A new and powerful explosive, called gerite, was tested at Genoa with extraordinary results. It shattered steel armor plate an inch thick, which an equal quantity of dynamite had been unable to bend. [481,1190,677,1260]
item-text: Saint Pons, France, Feb. 3.—A balloon which was drifting over the mountains at night was overcome by a gale. The occupants of the car, two Bordeaux aeronauts, were dashed upon a boulder and killed. [1318,1868,1466,1962]
item-title: Oldest Postmistress Resigns. [919,1524,1072,1535]
item-title: Two Indiana Counties Vote "Dry." [1119,327,1293,338]
calendar-date: 27 [1434,2188,1457,2209]
produce-subtitle: The Latest Closing Prices For Produce and Live Stock. [1128,1754,1284,1777]
day-heading: Monday, February 1. [1156,1055,1255,1066]
paragraph: But wholesale arrests and indiscriminate abuses are not the ways to check the evil. The Southern way is to employ the Negro to catch the Negro and success usually attends this mode of procedure. We might have changed the remark so as to read that they employ criminal Negroes to catch criminal Negroes. This "factory" some times works over-time with disastrous results as it did in the case of President Roosevelt's private detectives, who were so crushingly discredited by Senator Foraker in his great speech on the Brownsville affair. [481,584,677,761]
rate-row [83,528,257,548]
rate-label: For two inches, twelve months [83,499,208,509]
paragraph: Colored folks should continue to make friends with the white folks. They can help us much, now down here in this low ground of sorrow. [83,1227,257,1273]
paragraph: The allegations of Representative Rainey, of Illinois, against Don Jose Domingo de Obaldia, president of the Republic of Panama, and others, have brought out denials from the president and sixteen members of the national assembly of Panama. A statement which states that they were present at a meeting in Obaldia's office where the contract for the exploitation of the timber industry along the Atlantic coast of Panama was discussed and that during the meeting neither Obaldia nor anyone else said or implied that Charles Taft, William Cromwell or Richard L. Farnham had any direct or indirect participation in the business, was signed by the assemblymen. [689,366,885,578]
trenton-headline: TRENTON TO BE GOOD [1323,1598,1461,1614]
calendar-day-name: WED [1388,2127,1411,2143]
rate-label: For one inch each subsequent insertion [83,460,244,470]
